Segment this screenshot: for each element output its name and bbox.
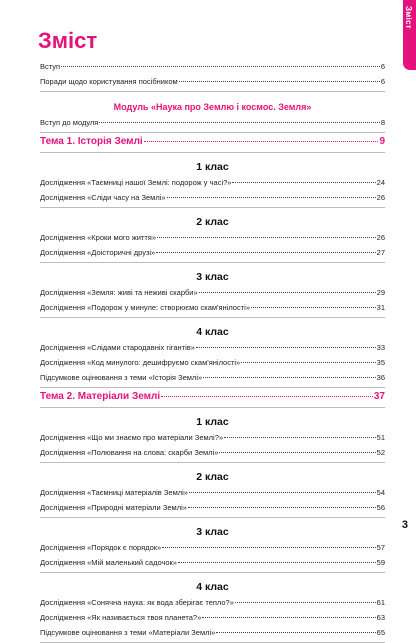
separator-line bbox=[40, 572, 385, 573]
entry-label: Дослідження «Порядок є порядок» bbox=[40, 543, 162, 552]
toc-entry[interactable] bbox=[40, 285, 385, 300]
separator-line bbox=[40, 462, 385, 463]
toc-entry[interactable] bbox=[40, 175, 385, 190]
entry-label: Дослідження «Земля: живі та неживі скарби» bbox=[40, 288, 198, 297]
grade-heading: 3 клас bbox=[196, 271, 229, 283]
entry-label: Дослідження «Що ми знаємо про матеріали Землі?» bbox=[40, 433, 224, 442]
grade-heading: 4 клас bbox=[196, 581, 229, 593]
dot-leader bbox=[156, 252, 375, 253]
toc-entry[interactable] bbox=[40, 625, 385, 640]
entry-label: Поради щодо користування посібником bbox=[40, 77, 178, 86]
dot-leader bbox=[232, 182, 375, 183]
dot-leader bbox=[202, 617, 375, 618]
entry-page: 8 bbox=[380, 118, 385, 127]
table-of-contents bbox=[40, 59, 385, 643]
separator-line bbox=[40, 517, 385, 518]
entry-page: 24 bbox=[376, 178, 385, 187]
entry-label: Підсумкове оцінювання з теми «Матеріали Землі» bbox=[40, 628, 216, 637]
entry-label: Дослідження «Доісторичні друзі» bbox=[40, 248, 156, 257]
entry-label: Дослідження «Як називається твоя планета?» bbox=[40, 613, 202, 622]
entry-label: Дослідження «Подорож у минуле: створюємо скам'янілості» bbox=[40, 303, 250, 312]
entry-label: Дослідження «Код минулого: дешифруємо скам'янілості» bbox=[40, 358, 241, 367]
toc-entry[interactable] bbox=[40, 74, 385, 89]
entry-page: 65 bbox=[376, 628, 385, 637]
dot-leader bbox=[167, 197, 376, 198]
entry-page: 9 bbox=[379, 136, 385, 147]
toc-entry[interactable] bbox=[40, 245, 385, 260]
toc-entry[interactable] bbox=[40, 115, 385, 130]
toc-entry[interactable] bbox=[40, 230, 385, 245]
entry-page: 6 bbox=[380, 77, 385, 86]
toc-entry[interactable] bbox=[40, 445, 385, 460]
dot-leader bbox=[216, 632, 375, 633]
grade-heading: 3 клас bbox=[196, 526, 229, 538]
toc-entry[interactable] bbox=[40, 340, 385, 355]
entry-label: Дослідження «Сонячна наука: як вода зберігає тепло?» bbox=[40, 598, 234, 607]
grade-heading: 2 клас bbox=[196, 216, 229, 228]
page-number: 3 bbox=[401, 519, 408, 531]
entry-page: 63 bbox=[376, 613, 385, 622]
dot-leader bbox=[251, 307, 376, 308]
module-heading: Модуль «Наука про Землю і космос. Земля» bbox=[113, 102, 312, 112]
entry-label: Тема 2. Матеріали Землі bbox=[40, 391, 161, 402]
separator-line bbox=[40, 407, 385, 408]
toc-entry[interactable] bbox=[40, 595, 385, 610]
grade-heading: 1 клас bbox=[196, 416, 229, 428]
entry-page: 56 bbox=[376, 503, 385, 512]
grade-heading: 4 клас bbox=[196, 326, 229, 338]
entry-label: Дослідження «Слідами стародавніх гігантів» bbox=[40, 343, 195, 352]
entry-label: Тема 1. Історія Землі bbox=[40, 136, 143, 147]
dot-leader bbox=[179, 81, 380, 82]
grade-heading: 2 клас bbox=[196, 471, 229, 483]
dot-leader bbox=[61, 66, 380, 67]
entry-label: Дослідження «Таємниці матеріалів Землі» bbox=[40, 488, 188, 497]
dot-leader bbox=[203, 377, 376, 378]
entry-label: Підсумкове оцінювання з теми «Історія Землі» bbox=[40, 373, 203, 382]
dot-leader bbox=[144, 141, 379, 142]
dot-leader bbox=[196, 347, 376, 348]
entry-label: Вступ bbox=[40, 62, 61, 71]
toc-entry[interactable] bbox=[40, 485, 385, 500]
separator-line bbox=[40, 152, 385, 153]
toc-entry[interactable] bbox=[40, 430, 385, 445]
topic-heading[interactable] bbox=[40, 133, 385, 150]
dot-leader bbox=[241, 362, 375, 363]
entry-label: Дослідження «Сліди часу на Землі» bbox=[40, 193, 166, 202]
dot-leader bbox=[219, 452, 375, 453]
side-tab bbox=[403, 0, 416, 70]
entry-page: 29 bbox=[376, 288, 385, 297]
dot-leader bbox=[99, 122, 379, 123]
topic-heading[interactable] bbox=[40, 388, 385, 405]
entry-page: 52 bbox=[376, 448, 385, 457]
entry-label: Дослідження «Таємниці нашої Землі: подорож у часі?» bbox=[40, 178, 232, 187]
dot-leader bbox=[178, 562, 376, 563]
entry-page: 6 bbox=[380, 62, 385, 71]
toc-entry[interactable] bbox=[40, 610, 385, 625]
toc-entry[interactable] bbox=[40, 300, 385, 315]
entry-page: 26 bbox=[376, 233, 385, 242]
entry-label: Дослідження «Природні матеріали Землі» bbox=[40, 503, 187, 512]
page-title: Зміст bbox=[38, 28, 98, 53]
entry-label: Дослідження «Мій маленький садочок» bbox=[40, 558, 177, 567]
toc-entry[interactable] bbox=[40, 500, 385, 515]
separator-line bbox=[40, 207, 385, 208]
entry-page: 57 bbox=[376, 543, 385, 552]
entry-label: Дослідження «Полювання на слова: скарби Землі» bbox=[40, 448, 219, 457]
entry-page: 36 bbox=[376, 373, 385, 382]
entry-page: 51 bbox=[376, 433, 385, 442]
entry-label: Дослідження «Кроки мого життя» bbox=[40, 233, 157, 242]
separator-line bbox=[40, 317, 385, 318]
toc-entry[interactable] bbox=[40, 370, 385, 385]
entry-page: 27 bbox=[376, 248, 385, 257]
toc-entry[interactable] bbox=[40, 59, 385, 74]
separator-line bbox=[40, 91, 385, 92]
toc-entry[interactable] bbox=[40, 555, 385, 570]
toc-entry[interactable] bbox=[40, 540, 385, 555]
dot-leader bbox=[188, 507, 376, 508]
dot-leader bbox=[162, 547, 375, 548]
separator-line bbox=[40, 262, 385, 263]
entry-label: Вступ до модуля bbox=[40, 118, 99, 127]
entry-page: 31 bbox=[376, 303, 385, 312]
toc-entry[interactable] bbox=[40, 190, 385, 205]
dot-leader bbox=[199, 292, 376, 293]
entry-page: 35 bbox=[376, 358, 385, 367]
entry-page: 37 bbox=[373, 391, 385, 402]
dot-leader bbox=[189, 492, 376, 493]
dot-leader bbox=[235, 602, 376, 603]
dot-leader bbox=[224, 437, 376, 438]
entry-page: 26 bbox=[376, 193, 385, 202]
dot-leader bbox=[157, 237, 376, 238]
entry-page: 33 bbox=[376, 343, 385, 352]
toc-entry[interactable] bbox=[40, 355, 385, 370]
dot-leader bbox=[161, 396, 373, 397]
side-tab-label: Зміст bbox=[404, 6, 413, 30]
grade-heading: 1 клас bbox=[196, 161, 229, 173]
entry-page: 54 bbox=[376, 488, 385, 497]
entry-page: 59 bbox=[376, 558, 385, 567]
entry-page: 61 bbox=[376, 598, 385, 607]
